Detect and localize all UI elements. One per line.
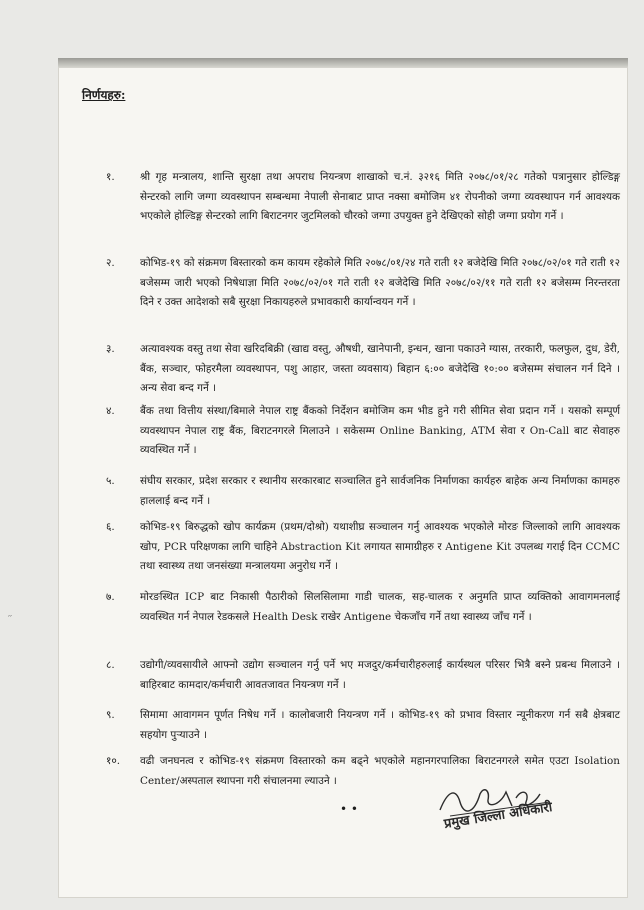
decision-number: ७. (106, 591, 115, 603)
decision-number: १. (106, 171, 115, 183)
decision-item-1 (106, 168, 620, 227)
decision-item-8 (106, 656, 620, 695)
decision-item-5 (106, 472, 620, 511)
decision-number: ३. (106, 343, 115, 355)
decision-text: श्री गृह मन्त्रालय, शान्ति सुरक्षा तथा अपराध नियन्त्रण शाखाको च.नं. ३२१६ मिति २०७८/०१/२८ गतेको पत्रानुसार होल्डिङ्ग सेन्टरको लागि जग्गा व्यवस्थापन सम्बन्धमा नेपाली सेनाबाट प्राप्त नक्सा बमोजिम ४१ रोपनीको जग्गा व्यवस्थापन गर्न आवश्यक भएकोले होल्डिङ्ग सेन्टरको लागि बिराटनगर जुटमिलको चौरको जग्गा उपयुक्त हुने देखिएको सोही जग्गा प्रयोग गर्ने । (140, 171, 620, 222)
decision-text: उद्योगी/व्यवसायीले आफ्नो उद्योग सञ्चालन गर्नु पर्ने भए मजदुर/कर्मचारीहरुलाई कार्यस्थल परिसर भित्रै बस्ने प्रबन्ध मिलाउने । बाहिरबाट कामदार/कर्मचारी आवतजावत नियन्त्रण गर्ने । (140, 659, 620, 691)
decision-text: वढी जनघनत्व र कोभिड-१९ संक्रमण विस्तारको कम बढ्ने भएकोले महानगरपालिका बिराटनगरले समेत एउटा Isolation Center/अस्पताल स्थापना गरी संचालनमा ल्याउने । (140, 755, 620, 787)
decision-item-6 (106, 518, 620, 577)
scan-edge (58, 58, 628, 68)
decision-number: १०. (106, 755, 121, 767)
decision-text: अत्यावश्यक वस्तु तथा सेवा खरिदबिक्री (खाद्य वस्तु, औषधी, खानेपानी, इन्धन, खाना पकाउने ग्यास, तरकारी, फलफुल, दुध, डेरी, बैंक, सञ्चार, फोहरमैला व्यवस्थापन, पशु आहार, जस्ता व्यवसाय) बिहान ६:०० बजेदेखि १०:०० बजेसम्म संचालन गर्न दिने । अन्य सेवा बन्द गर्ने । (140, 343, 620, 394)
decision-text: बैंक तथा वित्तीय संस्था/बिमाले नेपाल राष्ट्र बैंकको निर्देशन बमोजिम कम भीड हुने गरी सीमित सेवा प्रदान गर्ने । यसको सम्पूर्ण व्यवस्थापन नेपाल राष्ट्र बैंक, बिराटनगरले मिलाउने । सकेसम्म Online Banking, ATM सेवा र On-Call बाट सेवाहरु व्यवस्थित गर्ने । (140, 405, 620, 456)
decision-number: ४. (106, 405, 115, 417)
decision-text: संघीय सरकार, प्रदेश सरकार र स्थानीय सरकारबाट सञ्चालित हुने सार्वजनिक निर्माणका कार्यहरु बाहेक अन्य निर्माणका कामहरु हाललाई बन्द गर्ने । (140, 475, 620, 507)
signatory-title: प्रमुख जिल्ला अधिकारी (443, 799, 554, 832)
decision-item-7 (106, 588, 620, 627)
decision-number: ९. (106, 709, 115, 721)
decision-text: सिमामा आवागमन पूर्णत निषेध गर्ने । कालोबजारी नियन्त्रण गर्ने । कोभिड-१९ को प्रभाव विस्तार न्यूनीकरण गर्न सबै क्षेत्रबाट सहयोग पुऱ्याउने । (140, 709, 620, 741)
decision-item-3 (106, 340, 620, 399)
decision-item-4 (106, 402, 620, 461)
decision-number: २. (106, 257, 115, 269)
ink-dots: • • (340, 802, 358, 816)
decisions-heading: निर्णयहरु: (82, 88, 126, 102)
decision-number: ६. (106, 521, 115, 533)
signature-block (430, 780, 600, 840)
margin-pen-mark: ′′ (8, 615, 13, 625)
decision-number: ५. (106, 475, 115, 487)
decision-text: कोभिड-१९ को संक्रमण बिस्तारको कम कायम रहेकोले मिति २०७८/०१/२४ गते राती १२ बजेदेखि मिति २०७८/०२/०१ गते राती १२ बजेसम्म जारी भएको निषेधाज्ञा मिति २०७८/०२/०१ गते राती १२ बजेदेखि मिति २०७८/०२/११ गते राती १२ बजेसम्म निरन्तरता दिने र उक्त आदेशको सबै सुरक्षा निकायहरुले प्रभावकारी कार्यान्वयन गर्ने । (140, 257, 620, 308)
decision-item-2 (106, 254, 620, 313)
decision-number: ८. (106, 659, 115, 671)
decision-text: मोरङस्थित ICP बाट निकासी पैठारीको सिलसिलामा गाडी चालक, सह-चालक र अनुमति प्राप्त व्यक्तिको आवागमनलाई व्यवस्थित गर्न नेपाल रेडकसले Health Desk राखेर Antigene चेकजाँच गर्ने तथा स्वास्थ्य जाँच गर्ने । (140, 591, 620, 623)
decision-item-9 (106, 706, 620, 745)
decision-text: कोभिड-१९ बिरुद्धको खोप कार्यक्रम (प्रथम/दोश्रो) यथाशीघ्र सञ्चालन गर्नु आवश्यक भएकोले मोरङ जिल्लाको लागि आवश्यक खोप, PCR परिक्षणका लागि चाहिने Abstraction Kit लगायत सामाग्रीहरु र Antigene Kit उपलब्ध गराई दिन CCMC तथा स्वास्थ्य तथा जनसंख्या मन्त्रालयमा अनुरोध गर्ने । (140, 521, 620, 572)
